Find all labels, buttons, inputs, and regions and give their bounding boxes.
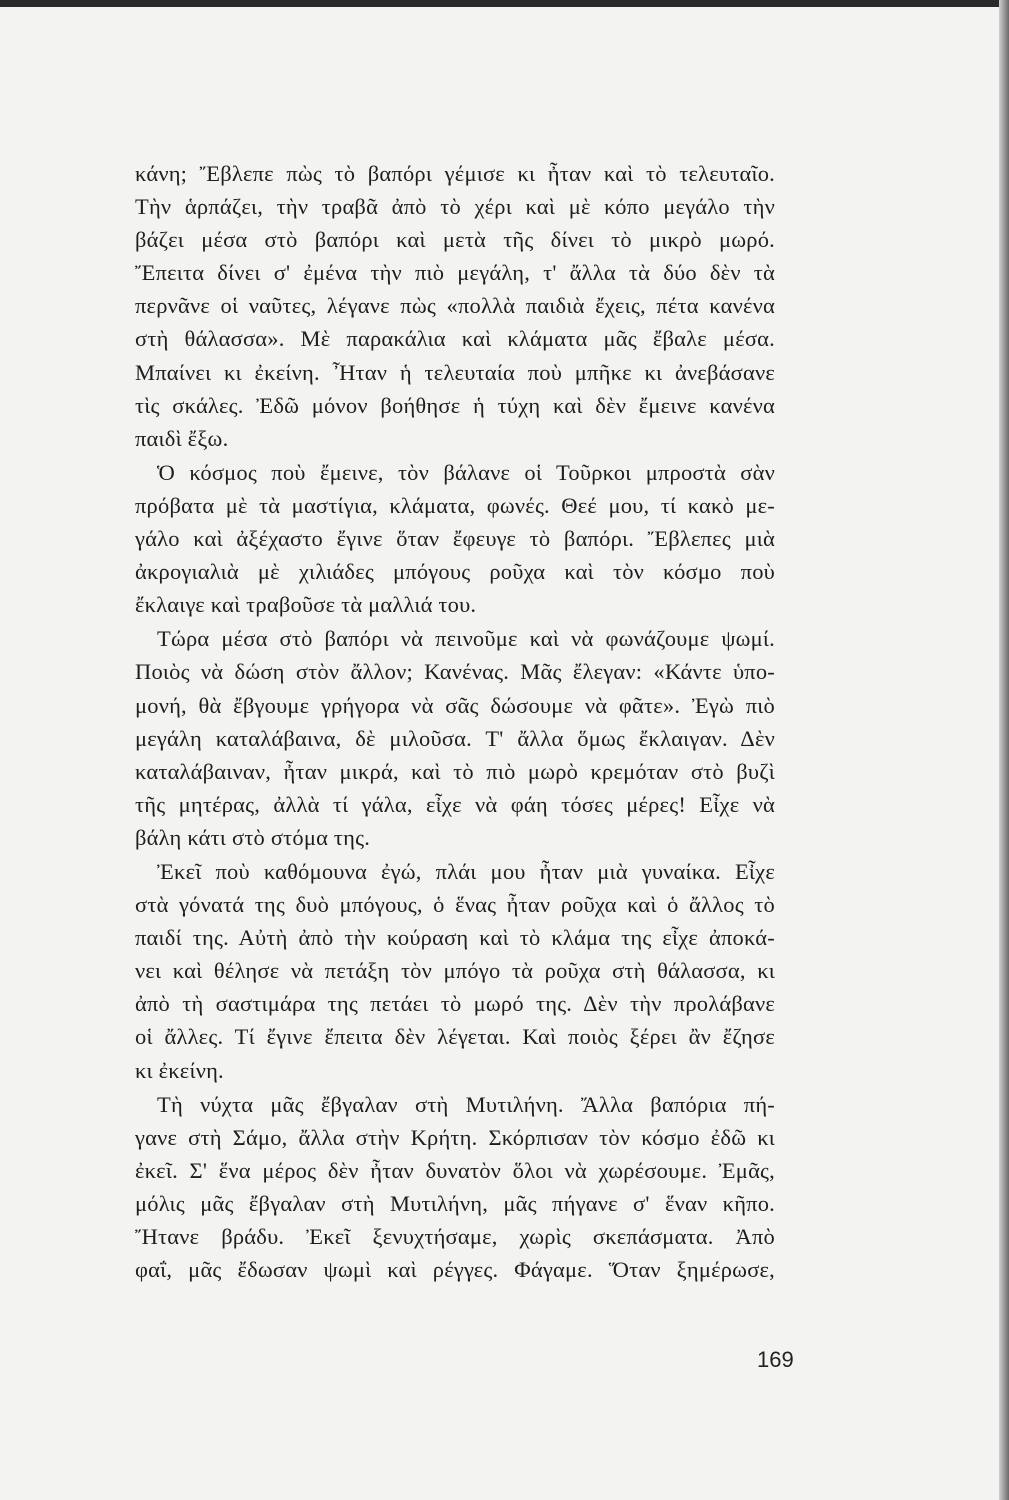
text-line: φαΐ, μᾶς ἔδωσαν ψωμὶ καὶ ρέγγες. Φάγαμε. Ὅταν ξημέρωσε, (135, 1257, 775, 1283)
text-line: ἀκρογιαλιὰ μὲ χιλιάδες μπόγους ροῦχα καὶ τὸν κόσμο ποὺ (135, 559, 775, 585)
text-line: Ὁ κόσμος ποὺ ἔμεινε, τὸν βάλανε οἱ Τοῦρκοι μπροστὰ σὰν (157, 459, 775, 485)
text-line: Ἔπειτα δίνει σ' ἐμένα τὴν πιὸ μεγάλη, τ' ἄλλα τὰ δύο δὲν τὰ (135, 260, 775, 286)
text-line: παιδί της. Αὐτὴ ἀπὸ τὴν κούραση καὶ τὸ κλάμα της εἶχε ἀποκά- (135, 925, 775, 951)
text-line: καταλάβαιναν, ἦταν μικρά, καὶ τὸ πιὸ μωρὸ κρεμόταν στὸ βυζὶ (135, 758, 775, 784)
scan-right-edge (999, 0, 1009, 1500)
text-line: Ποιὸς νὰ δώση στὸν ἄλλον; Κανένας. Μᾶς ἔλεγαν: «Κάντε ὑπο- (135, 659, 775, 685)
text-line: στὰ γόνατά της δυὸ μπόγους, ὁ ἕνας ἦταν ροῦχα καὶ ὁ ἄλλος τὸ (135, 892, 775, 918)
text-line: ἔκλαιγε καὶ τραβοῦσε τὰ μαλλιά του. (135, 592, 477, 618)
page-body (135, 157, 775, 1287)
page-number: 169 (757, 1347, 794, 1372)
text-line: γανε στὴ Σάμο, ἄλλα στὴν Κρήτη. Σκόρπισαν τὸν κόσμο ἐδῶ κι (135, 1124, 775, 1150)
paragraph (135, 855, 775, 1087)
text-line: πρόβατα μὲ τὰ μαστίγια, κλάματα, φωνές. Θεέ μου, τί κακὸ με- (135, 492, 775, 518)
text-line: τῆς μητέρας, ἀλλὰ τί γάλα, εἶχε νὰ φάη τόσες μέρες! Εἶχε νὰ (135, 791, 775, 817)
paragraph (135, 622, 775, 854)
text-line: νει καὶ θέλησε νὰ πετάξη τὸν μπόγο τὰ ροῦχα στὴ θάλασσα, κι (135, 958, 775, 984)
text-line: Τὴν ἁρπάζει, τὴν τραβᾶ ἀπὸ τὸ χέρι καὶ μὲ κόπο μεγάλο τὴν (135, 194, 775, 220)
text-line: Ἐκεῖ ποὺ καθόμουνα ἐγώ, πλάι μου ἦταν μιὰ γυναίκα. Εἶχε (157, 858, 775, 884)
text-line: στὴ θάλασσα». Μὲ παρακάλια καὶ κλάματα μᾶς ἔβαλε μέσα. (135, 326, 775, 352)
text-line: κάνη; Ἔβλεπε πὼς τὸ βαπόρι γέμισε κι ἦταν καὶ τὸ τελευταῖο. (135, 161, 775, 186)
scan-top-edge (0, 0, 1009, 7)
text-line: παιδὶ ἔξω. (135, 425, 229, 451)
text-line: Τὴ νύχτα μᾶς ἔβγαλαν στὴ Μυτιλήνη. Ἄλλα βαπόρια πή- (157, 1091, 775, 1117)
text-line: Τώρα μέσα στὸ βαπόρι νὰ πεινοῦμε καὶ νὰ φωνάζουμε ψωμί. (157, 626, 775, 652)
text-line: βάλη κάτι στὸ στόμα της. (135, 824, 371, 850)
paragraph (135, 456, 775, 621)
paragraph (135, 157, 775, 455)
paragraph (135, 1088, 775, 1287)
text-line: οἱ ἄλλες. Τί ἔγινε ἔπειτα δὲν λέγεται. Καὶ ποιὸς ξέρει ἂν ἔζησε (135, 1024, 775, 1050)
text-line: περνᾶνε οἱ ναῦτες, λέγανε πὼς «πολλὰ παιδιὰ ἔχεις, πέτα κανένα (135, 293, 775, 319)
text-line: μόλις μᾶς ἔβγαλαν στὴ Μυτιλήνη, μᾶς πήγανε σ' ἕναν κῆπο. (135, 1190, 775, 1216)
text-line: Μπαίνει κι ἐκείνη. Ἦταν ἡ τελευταία ποὺ μπῆκε κι ἀνεβάσανε (135, 359, 775, 385)
text-line: Ἤτανε βράδυ. Ἐκεῖ ξενυχτήσαμε, χωρὶς σκεπάσματα. Ἀπὸ (135, 1224, 775, 1249)
text-line: μονή, θὰ ἔβγουμε γρήγορα νὰ σᾶς δώσουμε νὰ φᾶτε». Ἐγὼ πιὸ (135, 692, 775, 718)
text-line: βάζει μέσα στὸ βαπόρι καὶ μετὰ τῆς δίνει τὸ μικρὸ μωρό. (135, 227, 775, 253)
text-line: κι ἐκείνη. (135, 1057, 224, 1083)
text-line: τὶς σκάλες. Ἐδῶ μόνον βοήθησε ἡ τύχη καὶ δὲν ἔμεινε κανένα (135, 392, 775, 418)
text-line: γάλο καὶ ἀξέχαστο ἔγινε ὅταν ἔφευγε τὸ βαπόρι. Ἔβλεπες μιὰ (135, 526, 775, 552)
text-line: ἀπὸ τὴ σαστιμάρα της πετάει τὸ μωρό της. Δὲν τὴν προλάβανε (135, 991, 775, 1017)
text-line: ἐκεῖ. Σ' ἕνα μέρος δὲν ἦταν δυνατὸν ὅλοι νὰ χωρέσουμε. Ἐμᾶς, (135, 1157, 775, 1183)
text-line: μεγάλη καταλάβαινα, δὲ μιλοῦσα. Τ' ἄλλα ὅμως ἔκλαιγαν. Δὲν (135, 725, 775, 751)
